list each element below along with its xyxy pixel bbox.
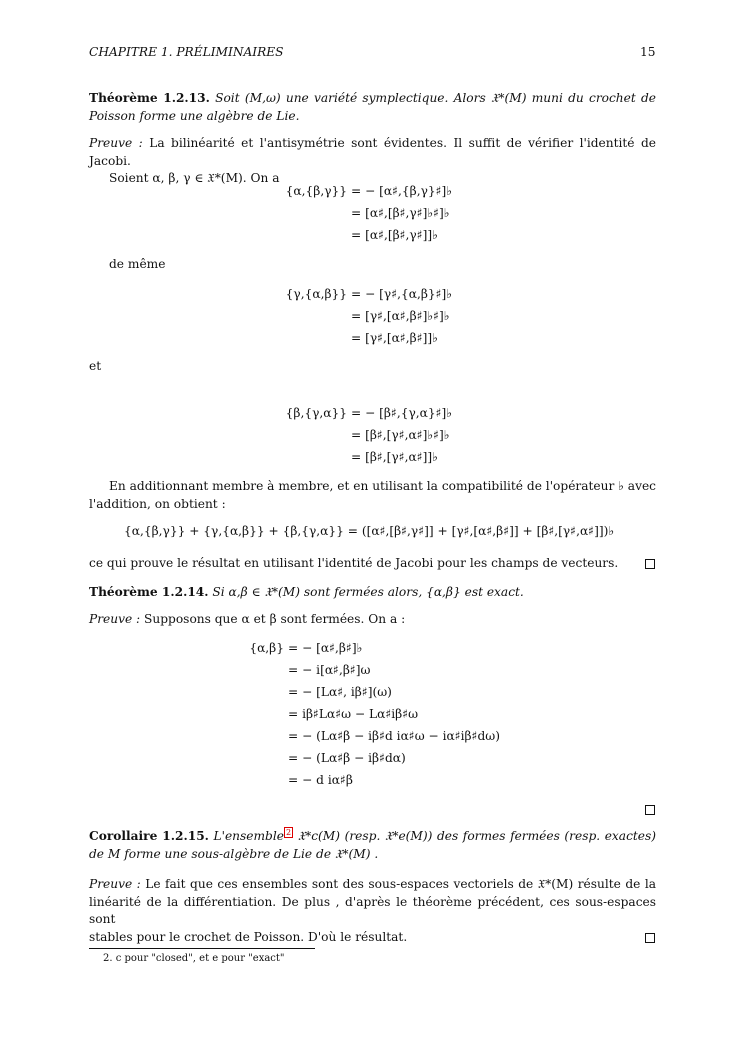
corollary-label: Corollaire 1.2.15. — [89, 829, 209, 843]
equation-rhs: = [α♯,[β♯,γ♯]♭♯]♭ — [351, 206, 450, 220]
theorem-statement-line2: Poisson forme une algèbre de Lie. — [89, 108, 300, 123]
equation-row — [248, 769, 500, 791]
equation-row — [248, 659, 500, 681]
equation-row — [248, 637, 500, 659]
proof-line3: stables pour le crochet de Poisson. D'où le résultat. — [89, 929, 408, 944]
equation-rhs: = − (Lα♯β − iβ♯d iα♯ω − iα♯iβ♯dω) — [288, 729, 500, 743]
sum-paragraph — [89, 478, 656, 513]
equation-row — [285, 180, 452, 202]
sum-text-1: En additionnant membre à membre, et en utilisant la compatibilité de l'opérateur ♭ avec — [109, 479, 656, 493]
running-header: CHAPITRE 1. PRÉLIMINAIRES — [89, 45, 284, 59]
equation-rhs: = iβ♯Lα♯ω − Lα♯iβ♯ω — [288, 707, 419, 721]
equation-rhs: = − [α♯,β♯]♭ — [288, 641, 363, 655]
equation-row — [248, 747, 500, 769]
footnote-ref-link[interactable]: 2 — [285, 827, 292, 837]
theorem-statement: Si α,β ∈ 𝔛*(M) sont fermées alors, {α,β} est exact. — [212, 585, 524, 599]
corollary-1-2-15 — [89, 828, 656, 863]
proof-text: La bilinéarité et l'antisymétrie sont évidentes. Il suffit de vérifier l'identité de Jacobi. — [89, 136, 656, 168]
equation-jacobi-term-3 — [285, 402, 452, 468]
proof-label: Preuve : — [89, 877, 141, 891]
theorem-label: Théorème 1.2.14. — [89, 585, 209, 599]
equation-row — [285, 446, 452, 468]
equation-lhs: {β,{γ,α}} — [285, 406, 347, 420]
equation-rhs: = − [β♯,{γ,α}♯]♭ — [351, 406, 453, 420]
proof-text-2: Soient α, β, γ ∈ 𝔛*(M). On a — [109, 171, 280, 185]
qed-square — [645, 559, 655, 569]
footnote-rule — [89, 948, 315, 949]
proof-line2: linéarité de la différentiation. De plus , d'après le théorème précédent, ces sous-espaces sont — [89, 894, 656, 926]
equation-jacobi-term-1 — [285, 180, 452, 246]
de-meme-text: de même — [109, 257, 166, 271]
equation-row — [285, 402, 452, 424]
equation-row — [285, 327, 452, 349]
equation-rhs: = [γ♯,[α♯,β♯]♭♯]♭ — [351, 309, 450, 323]
corollary-text-line2: de M forme une sous-algèbre de Lie de 𝔛*(M) . — [89, 846, 379, 861]
theorem-1-2-13 — [89, 90, 656, 125]
equation-rhs: = − d iα♯β — [288, 773, 353, 787]
qed-square — [645, 805, 655, 815]
sum-text-2: l'addition, on obtient : — [89, 496, 226, 511]
equation-rhs: = − [α♯,{β,γ}♯]♭ — [351, 184, 453, 198]
equation-rhs: = [α♯,[β♯,γ♯]]♭ — [351, 228, 438, 242]
equation-row — [248, 681, 500, 703]
equation-exactness-chain — [248, 637, 500, 791]
equation-rhs: = − [γ♯,{α,β}♯]♭ — [351, 287, 453, 301]
equation-rhs: = [β♯,[γ♯,α♯]♭♯]♭ — [351, 428, 450, 442]
qed-square — [645, 933, 655, 943]
proof-label: Preuve : — [89, 612, 141, 626]
proof-3 — [89, 876, 656, 946]
theorem-statement-line1: Soit (M,ω) une variété symplectique. Alors 𝔛*(M) muni du crochet de — [215, 91, 657, 105]
equation-lhs: {α,β} — [249, 641, 284, 655]
big-equation: {α,{β,γ}} + {γ,{α,β}} + {β,{γ,α}} = ([α♯,[β♯,γ♯]] + [γ♯,[α♯,β♯]] + [β♯,[γ♯,α♯]])♭ — [124, 524, 615, 538]
equation-lhs: {α,{β,γ}} — [285, 184, 347, 198]
corollary-text-b: 𝔛*c(M) (resp. 𝔛*e(M)) des formes fermées (resp. exactes) — [297, 829, 657, 843]
equation-row — [285, 424, 452, 446]
footnote-text: 2. c pour "closed", et e pour "exact" — [103, 953, 285, 964]
corollary-text-a: L'ensemble — [213, 829, 284, 843]
equation-row — [285, 224, 452, 246]
equation-row — [285, 202, 452, 224]
equation-lhs: {γ,{α,β}} — [285, 287, 347, 301]
theorem-label: Théorème 1.2.13. — [89, 91, 210, 105]
proof-line1: Le fait que ces ensembles sont des sous-espaces vectoriels de 𝔛*(M) résulte de la — [145, 877, 656, 891]
theorem-1-2-14 — [89, 585, 524, 600]
equation-row — [285, 283, 452, 305]
equation-rhs: = − (Lα♯β − iβ♯dα) — [288, 751, 406, 765]
equation-row — [285, 305, 452, 327]
proof-text: Supposons que α et β sont fermées. On a : — [144, 612, 406, 626]
equation-jacobi-term-2 — [285, 283, 452, 349]
proof-2-intro — [89, 612, 405, 626]
et-text: et — [89, 359, 102, 373]
equation-rhs: = [β♯,[γ♯,α♯]]♭ — [351, 450, 438, 464]
equation-rhs: = − [Lα♯, iβ♯](ω) — [288, 685, 392, 699]
equation-row — [248, 725, 500, 747]
proof-label: Preuve : — [89, 136, 143, 150]
equation-row — [248, 703, 500, 725]
equation-rhs: = [γ♯,[α♯,β♯]]♭ — [351, 331, 438, 345]
equation-rhs: = − i[α♯,β♯]ω — [288, 663, 371, 677]
page-number: 15 — [640, 45, 656, 59]
proof-1-conclusion: ce qui prouve le résultat en utilisant l'identité de Jacobi pour les champs de vecteurs. — [89, 556, 619, 570]
